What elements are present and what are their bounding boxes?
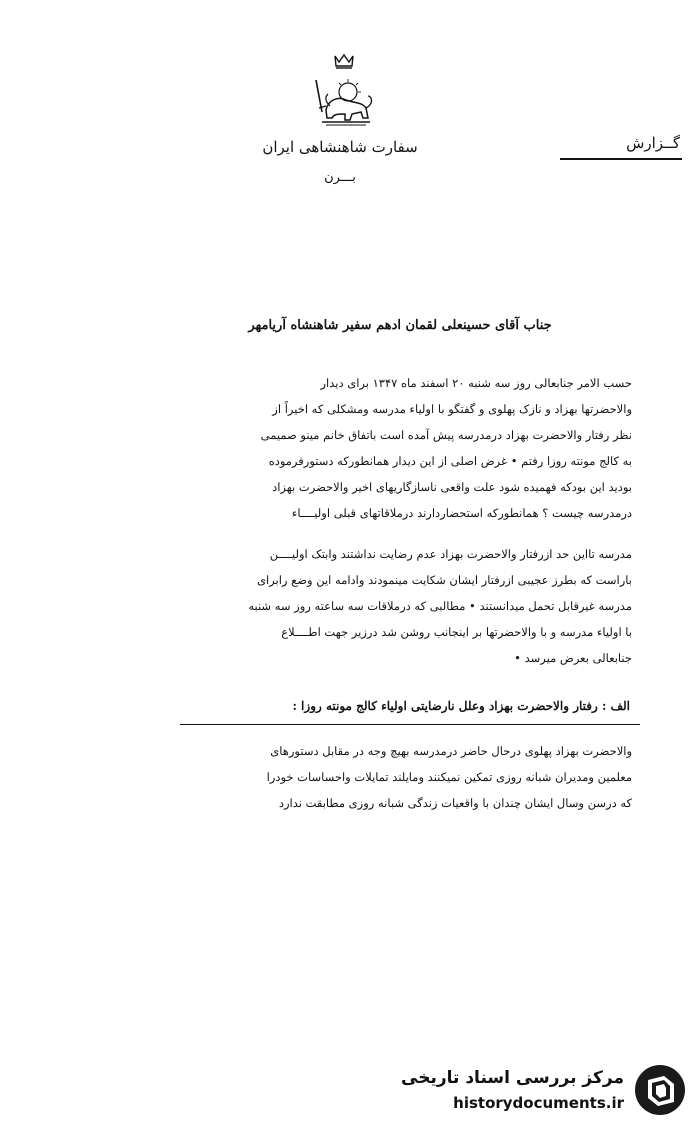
paragraph-line: مدرسه تااین حد ازرفتار والاحضرت بهزاد عدم رضایت نداشتند وابتک اولیــــن (269, 547, 632, 561)
paragraph-line: باراست که بطرز عجیبی ازرفتار ایشان شکایت مینمودند وادامه این وضع رابرای (256, 573, 632, 587)
salutation: جناب آقای حسینعلی لقمان ادهم سفیر شاهنشاه آریامهر (248, 318, 552, 333)
report-underline (560, 158, 682, 160)
paragraph-line: مدرسه غیرقابل تحمل میدانستند • مطالبی که درملاقات سه ساعته روز سه شنبه (248, 599, 632, 613)
paragraph-line: به کالج مونته روزا رفتم • غرض اصلی از این دیدار همانطورکه دستورفرموده (268, 454, 632, 468)
history-documents-logo-icon (634, 1064, 686, 1116)
paragraph-line: با اولیاء مدرسه و با والاحضرتها بر اینجانب روشن شد درزیر جهت اطــــلاع (281, 625, 632, 639)
report-label: گــزارش (626, 134, 680, 152)
paragraph-line: جنابعالی بعرض میرسد • (514, 651, 632, 665)
watermark-title: مرکز بررسی اسناد تاریخی (401, 1068, 624, 1088)
lion-and-sun-emblem-icon (308, 52, 380, 132)
paragraph-1 (92, 370, 632, 526)
paragraph-2 (92, 541, 632, 671)
paragraph-line: معلمین ومدیران شبانه روزی تمکین نمیکنند ومایلند تمایلات واحساسات خودرا (266, 770, 632, 784)
embassy-name: سفارت شاهنشاهی ایران (262, 138, 418, 156)
watermark (401, 1060, 692, 1120)
paragraph-line: والاحضرتها بهزاد و نازک پهلوی و گفتگو با اولیاء مدرسه ومشکلی که اخیراً از (272, 402, 632, 416)
paragraph-line: نظر رفتار والاحضرت بهزاد درمدرسه پیش آمده است باتفاق خانم مینو صمیمی (260, 428, 632, 442)
section-heading: الف : رفتار والاحضرت بهزاد وعلل نارضایتی اولیاء کالج مونته روزا : (292, 699, 630, 713)
paragraph-line: والاحضرت بهزاد پهلوی درحال حاضر درمدرسه بهیچ وجه در مقابل دستورهای (270, 744, 632, 758)
paragraph-line: بودید این بودکه فهمیده شود علت واقعی ناسازگاریهای اخیر والاحضرت بهزاد (272, 480, 632, 494)
paragraph-3 (92, 738, 632, 816)
section-heading-underline (180, 724, 640, 725)
paragraph-line: که درسن وسال ایشان چندان با واقعیات زندگی شبانه روزی مطابقت ندارد (278, 796, 632, 810)
paragraph-line: حسب الامر جنابعالی روز سه شنبه ۲۰ اسفند ماه ۱۳۴۷ برای دیدار (320, 376, 632, 390)
embassy-city: بـــرن (324, 170, 356, 185)
paragraph-line: درمدرسه چیست ؟ همانطورکه استحضاردارند درملاقاتهای قبلی اولیــــاء (291, 506, 632, 520)
watermark-url: historydocuments.ir (453, 1094, 624, 1112)
